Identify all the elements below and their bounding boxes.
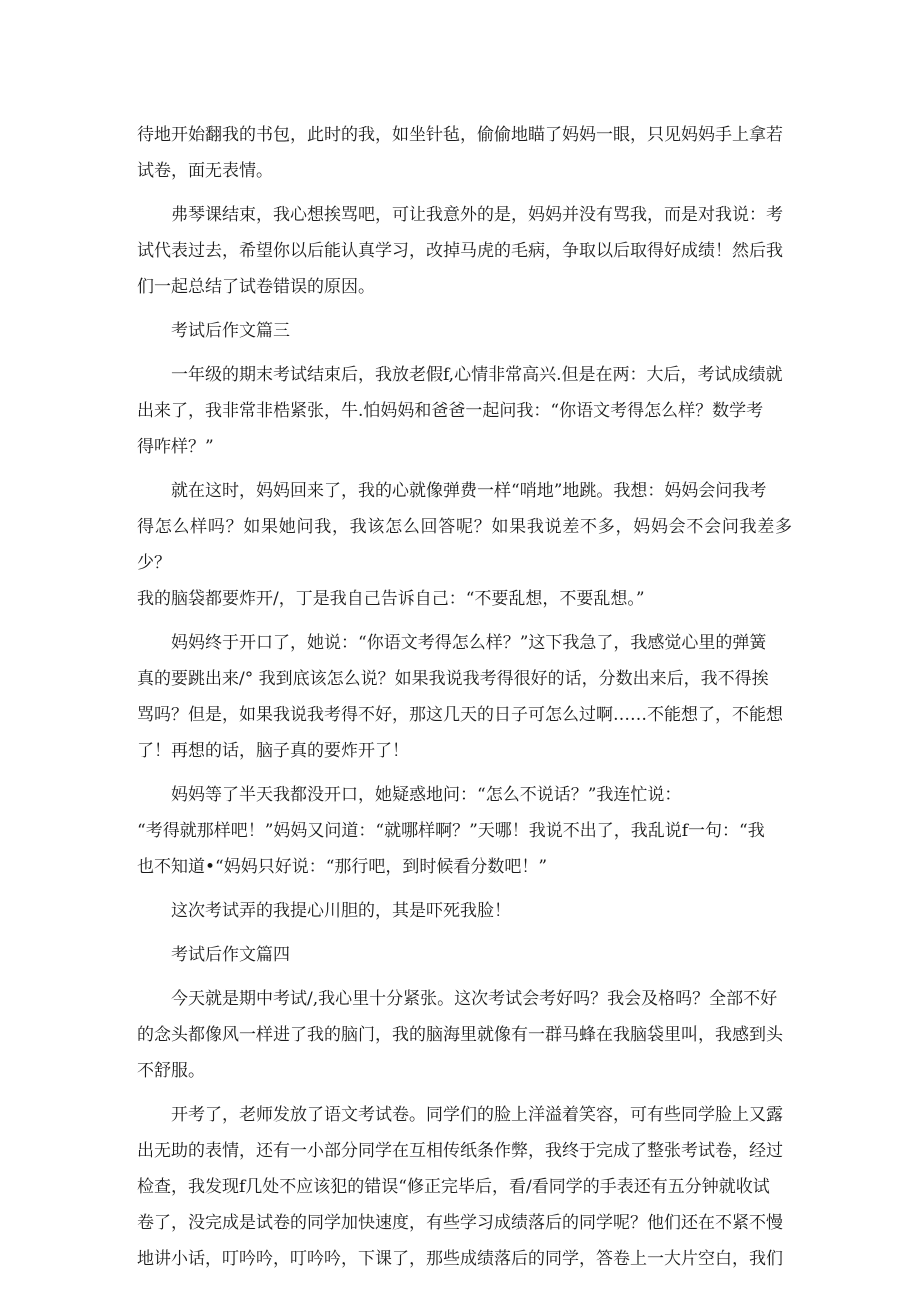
paragraph-line: 得怎么样吗？如果她问我，我该怎么回答呢？如果我说差不多，妈妈会不会问我差多少？ <box>137 517 792 573</box>
paragraph-line: 了！再想的话，脑子真的要炸开了！ <box>137 741 409 761</box>
paragraph-line: 待地开始翻我的书包，此时的我，如坐针毡，偷偷地瞄了妈妈一眼，只见妈妈手上拿若 <box>137 125 783 145</box>
paragraph-gap <box>137 465 792 473</box>
section-heading: 考试后作文篇四 <box>171 945 290 965</box>
paragraph-gap <box>137 885 792 893</box>
paragraph-line: 地讲小话，叮吟吟，叮吟吟，下课了，那些成绩落后的同学，答卷上一大片空白，我们 <box>137 1249 783 1269</box>
paragraph-line: 出来了，我非常非梏紧张，牛.怕妈妈和爸爸一起问我：“你语文考得怎么样？数学考 <box>137 401 764 421</box>
paragraph-line: “考得就那样吧！”妈妈又问道：“就哪样啊？”天哪！我说不出了，我乱说f一句：“我 <box>137 821 765 841</box>
paragraph-gap <box>137 189 792 197</box>
paragraph-line: 出无助的表情，还有一小部分同学在互相传纸条作弊，我终于完成了整张考试卷，经过 <box>137 1141 783 1161</box>
paragraph-gap <box>137 1089 792 1097</box>
paragraph-line: 就在这时，妈妈回来了，我的心就像弹费一样“哨地”地跳。我想：妈妈会问我考 <box>171 481 767 501</box>
paragraph-line: 我的脑袋都要炸开/，丁是我自己告诉自己：“不要乱想，不要乱想。” <box>137 589 645 609</box>
paragraph-line: 检查，我发现f几处不应该犯的错误“修正完毕后，看/看同学的手表还有五分钟就收试 <box>137 1177 770 1197</box>
paragraph-line: 不舒服。 <box>137 1061 205 1081</box>
paragraph-line: 的念头都像风一样进了我的脑门，我的脑海里就像有一群马蜂在我脑袋里叫，我感到头 <box>137 1025 783 1045</box>
paragraph-line: 这次考试弄的我提心川胆的，其是吓死我脸！ <box>171 901 511 921</box>
paragraph-gap <box>137 929 792 937</box>
paragraph-gap <box>137 305 792 313</box>
paragraph-gap <box>137 769 792 777</box>
paragraph-line: 试代表过去，希望你以后能认真学习，改掉马虎的毛病，争取以后取得好成绩！然后我 <box>137 241 783 261</box>
paragraph-line: 开考了，老师发放了语文考试卷。同学们的脸上洋溢着笑容，可有些同学脸上又露 <box>171 1105 783 1125</box>
paragraph-line: 骂吗？但是，如果我说我考得不好，那这几天的日子可怎么过啊……不能想了，不能想 <box>137 705 783 725</box>
paragraph-line: 弗琴课结束，我心想挨骂吧，可让我意外的是，妈妈并没有骂我，而是对我说：考 <box>171 205 783 225</box>
paragraph-line: 得咋样？” <box>137 437 214 457</box>
paragraph-line: 试卷，面无表情。 <box>137 161 273 181</box>
paragraph-gap <box>137 349 792 357</box>
document-page <box>137 117 792 1277</box>
section-heading: 考试后作文篇三 <box>171 321 290 341</box>
paragraph-line: 一年级的期末考试结束后，我放老假f,心情非常高兴.但是在两：大后，考试成绩就 <box>171 365 783 385</box>
paragraph-gap <box>137 973 792 981</box>
paragraph-line: 真的要跳出来/° 我到底该怎么说？如果我说我考得很好的话，分数出来后，我不得挨 <box>137 669 769 689</box>
paragraph-line: 妈妈等了半天我都没开口，她疑惑地问：“怎么不说话？”我连忙说： <box>171 785 682 805</box>
paragraph-line: 今天就是期中考试/,我心里十分紧张。这次考试会考好吗？我会及格吗？全部不好 <box>171 989 778 1009</box>
paragraph-line: 妈妈终于开口了，她说：“你语文考得怎么样？”这下我急了，我感觉心里的弹簧 <box>171 633 767 653</box>
paragraph-line: 们一起总结了试卷错误的原因。 <box>137 277 375 297</box>
paragraph-line: 也不知道•“妈妈只好说：“那行吧，到时候看分数吧！” <box>137 857 548 877</box>
paragraph-gap <box>137 617 792 625</box>
paragraph-line: 卷了，没完成是试卷的同学加快速度，有些学习成绩落后的同学呢？他们还在不紧不慢 <box>137 1213 783 1233</box>
